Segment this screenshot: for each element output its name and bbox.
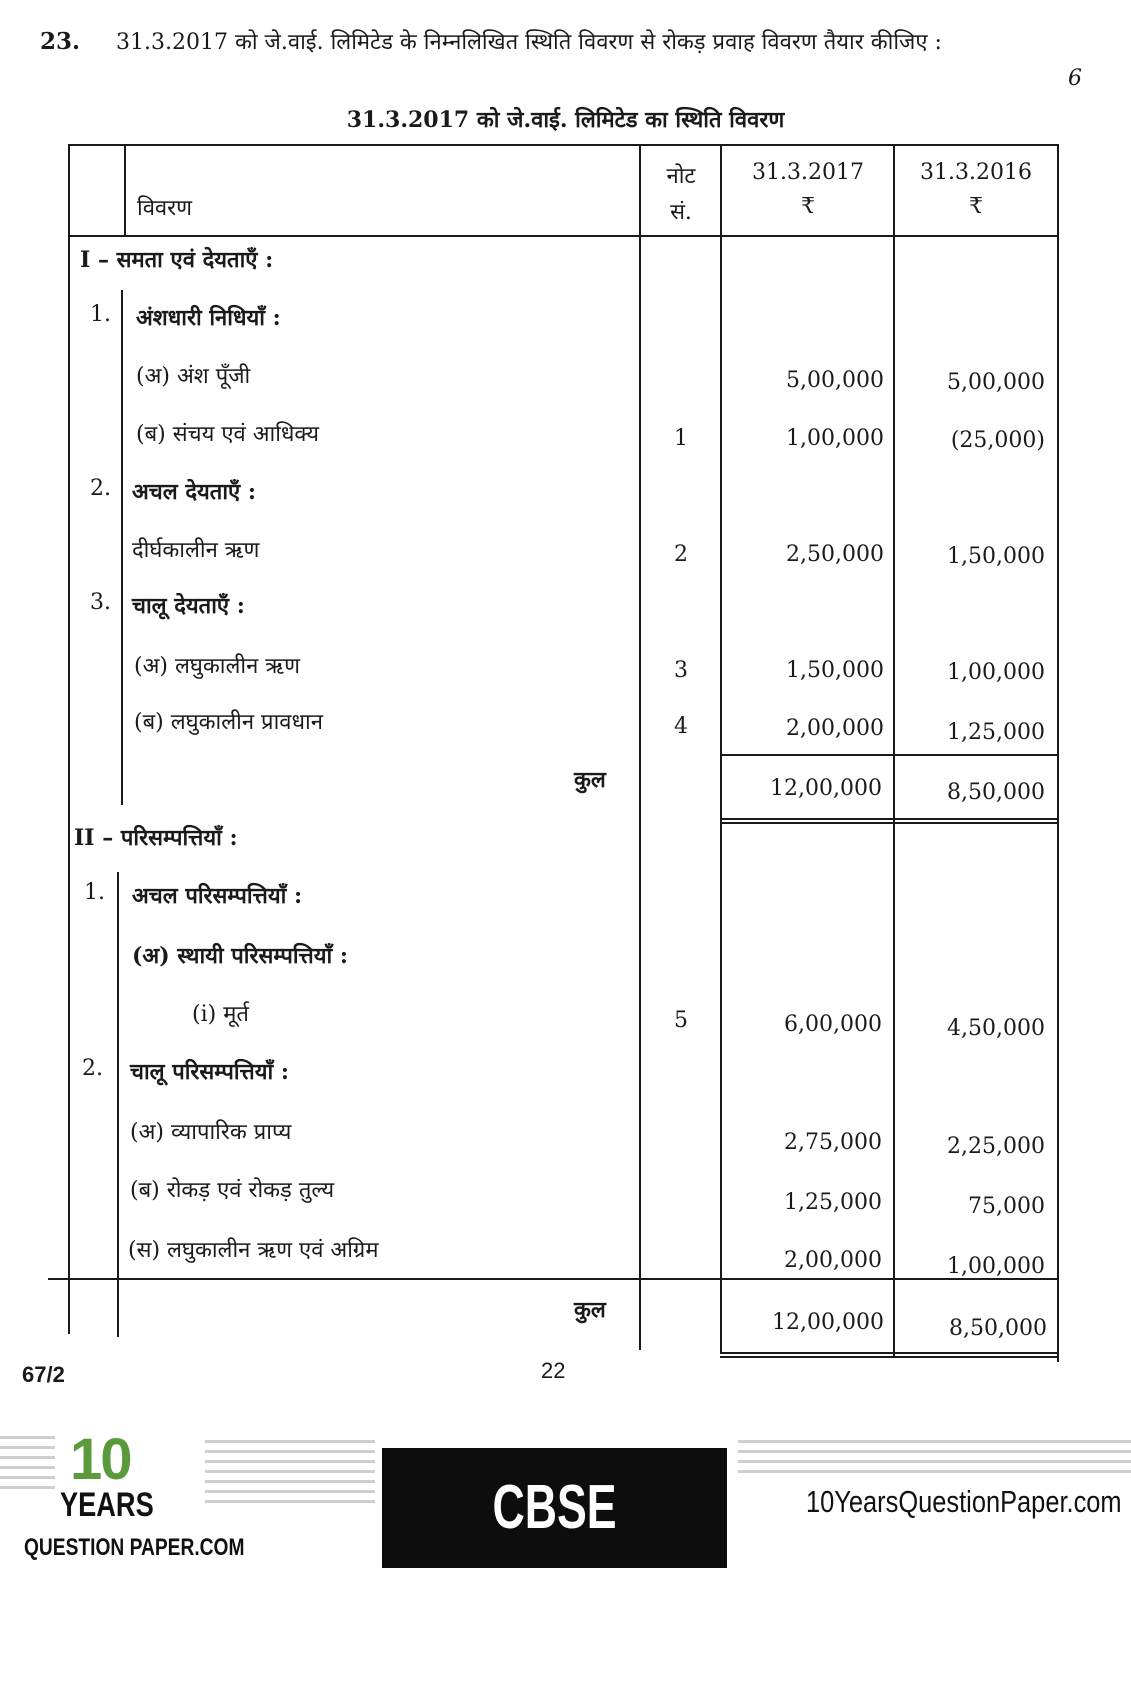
row-reserves-2016: (25,000) xyxy=(950,428,1045,453)
row-long-term-loan-2017: 2,50,000 xyxy=(786,542,884,567)
row-short-term-advances-2017: 2,00,000 xyxy=(784,1248,882,1273)
row-short-term-advances-2016: 1,00,000 xyxy=(947,1254,1045,1279)
banner-stripe xyxy=(738,1440,1131,1443)
row-trade-receivables-2017: 2,75,000 xyxy=(784,1130,882,1155)
year-column-divider xyxy=(893,144,895,1356)
header-bottom-border xyxy=(68,235,1058,237)
row-share-capital-label: (अ) अंश पूँजी xyxy=(136,364,251,389)
section2-group2-label: चालू परिसम्पत्तियाँ : xyxy=(130,1059,289,1085)
table-left-border xyxy=(68,144,70,1334)
section1-title: I – समता एवं देयताएँ : xyxy=(80,247,274,273)
header-year-2017: 31.3.2017 xyxy=(752,160,864,185)
banner-stripe xyxy=(205,1440,375,1443)
section1-total-top-rule xyxy=(720,754,1058,756)
row-trade-receivables-label: (अ) व्यापारिक प्राप्य xyxy=(130,1120,292,1145)
header-year-2016: 31.3.2016 xyxy=(920,160,1032,185)
row-short-term-provision-note: 4 xyxy=(674,714,688,739)
banner-stripe xyxy=(0,1476,55,1479)
header-currency-2016: ₹ xyxy=(969,194,983,219)
banner-stripe xyxy=(738,1470,1131,1473)
row-long-term-loan-label: दीर्घकालीन ऋण xyxy=(132,538,260,563)
row-tangible-2016: 4,50,000 xyxy=(947,1016,1045,1041)
header-currency-2017: ₹ xyxy=(801,194,815,219)
section2-total-bottom-rule-b xyxy=(720,1356,1058,1358)
note-column-right-border xyxy=(720,144,722,1352)
row-short-term-provision-2017: 2,00,000 xyxy=(786,716,884,741)
question-marks: 6 xyxy=(1068,66,1082,91)
section2-group1a-label: (अ) स्थायी परिसम्पत्तियाँ : xyxy=(132,943,348,969)
row-short-term-provision-label: (ब) लघुकालीन प्रावधान xyxy=(134,710,323,735)
section1-group3-number: 3. xyxy=(90,590,111,615)
section2-total-bottom-rule-a xyxy=(720,1352,1058,1354)
row-reserves-label: (ब) संचय एवं आधिक्य xyxy=(136,422,319,447)
row-short-term-loan-2017: 1,50,000 xyxy=(786,658,884,683)
row-short-term-advances-label: (स) लघुकालीन ऋण एवं अग्रिम xyxy=(128,1238,379,1263)
logo-site: QUESTION PAPER.COM xyxy=(24,1534,245,1561)
section1-total-label: कुल xyxy=(574,767,606,793)
section2-total-2017: 12,00,000 xyxy=(772,1310,884,1335)
row-tangible-note: 5 xyxy=(674,1008,688,1033)
website-link[interactable]: 10YearsQuestionPaper.com xyxy=(806,1484,1122,1519)
page-number: 22 xyxy=(541,1358,566,1383)
question-text: 31.3.2017 को जे.वाई. लिमिटेड के निम्नलिखित स्थिति विवरण से रोकड़ प्रवाह विवरण तैयार कीजिए : xyxy=(116,30,942,55)
paper-code: 67/2 xyxy=(22,1362,65,1387)
section2-group1-label: अचल परिसम्पत्तियाँ : xyxy=(132,883,303,909)
header-particulars: विवरण xyxy=(137,196,193,221)
row-long-term-loan-2016: 1,50,000 xyxy=(947,544,1045,569)
section1-total-2017: 12,00,000 xyxy=(770,776,882,801)
header-note-line1: नोट xyxy=(666,164,696,189)
table-right-border xyxy=(1057,144,1059,1362)
section1-total-bottom-rule-a xyxy=(720,818,1058,820)
banner-stripe xyxy=(0,1486,55,1489)
banner-stripe xyxy=(205,1460,375,1463)
banner-stripe xyxy=(738,1450,1131,1453)
row-cash-label: (ब) रोकड़ एवं रोकड़ तुल्य xyxy=(130,1178,335,1203)
section2-inner-divider xyxy=(117,872,119,1337)
cbse-board-text: CBSE BOARD XII xyxy=(439,1473,670,1662)
header-note-line2: सं. xyxy=(670,200,692,225)
section1-group1-number: 1. xyxy=(90,302,111,327)
table-title: 31.3.2017 को जे.वाई. लिमिटेड का स्थिति विवरण xyxy=(346,107,785,133)
header-inner-divider xyxy=(124,144,126,236)
row-share-capital-2017: 5,00,000 xyxy=(786,368,884,393)
banner-stripe xyxy=(738,1460,1131,1463)
banner-stripe xyxy=(205,1470,375,1473)
banner-stripe xyxy=(0,1436,55,1439)
section1-total-2016: 8,50,000 xyxy=(947,780,1045,805)
row-tangible-2017: 6,00,000 xyxy=(784,1012,882,1037)
section1-total-bottom-rule-b xyxy=(720,822,1058,824)
section1-group2-label: अचल देयताएँ : xyxy=(132,479,256,505)
section2-total-2016: 8,50,000 xyxy=(949,1316,1047,1341)
section2-title: II – परिसम्पत्तियाँ : xyxy=(74,825,238,851)
note-column-left-border xyxy=(639,144,641,1350)
cbse-board-banner xyxy=(382,1448,727,1662)
row-short-term-provision-2016: 1,25,000 xyxy=(947,720,1045,745)
row-short-term-loan-note: 3 xyxy=(674,658,688,683)
row-reserves-2017: 1,00,000 xyxy=(786,426,884,451)
banner-stripe xyxy=(0,1446,55,1449)
banner-stripe xyxy=(0,1466,55,1469)
section2-group2-number: 2. xyxy=(82,1056,103,1081)
section2-total-label: कुल xyxy=(574,1297,606,1323)
banner-stripe xyxy=(205,1480,375,1483)
banner-stripe xyxy=(205,1500,375,1503)
row-tangible-label: (i) मूर्त xyxy=(192,1002,249,1027)
row-short-term-loan-2016: 1,00,000 xyxy=(947,660,1045,685)
banner-stripe xyxy=(205,1490,375,1493)
section1-inner-divider xyxy=(121,290,123,805)
row-share-capital-2016: 5,00,000 xyxy=(947,370,1045,395)
row-cash-2017: 1,25,000 xyxy=(784,1190,882,1215)
section1-group1-label: अंशधारी निधियाँ : xyxy=(136,305,281,331)
banner-stripe xyxy=(0,1456,55,1459)
section1-group3-label: चालू देयताएँ : xyxy=(132,593,245,619)
row-trade-receivables-2016: 2,25,000 xyxy=(947,1134,1045,1159)
question-number: 23. xyxy=(40,28,81,55)
banner-stripe xyxy=(205,1450,375,1453)
row-long-term-loan-note: 2 xyxy=(674,542,688,567)
row-reserves-note: 1 xyxy=(674,426,688,451)
row-cash-2016: 75,000 xyxy=(968,1194,1045,1219)
logo-number: 10 xyxy=(70,1427,131,1492)
table-top-border xyxy=(68,144,1058,146)
section1-group2-number: 2. xyxy=(90,476,111,501)
logo-years: YEARS xyxy=(60,1486,154,1524)
section2-group1-number: 1. xyxy=(84,880,105,905)
row-short-term-loan-label: (अ) लघुकालीन ऋण xyxy=(134,654,300,679)
